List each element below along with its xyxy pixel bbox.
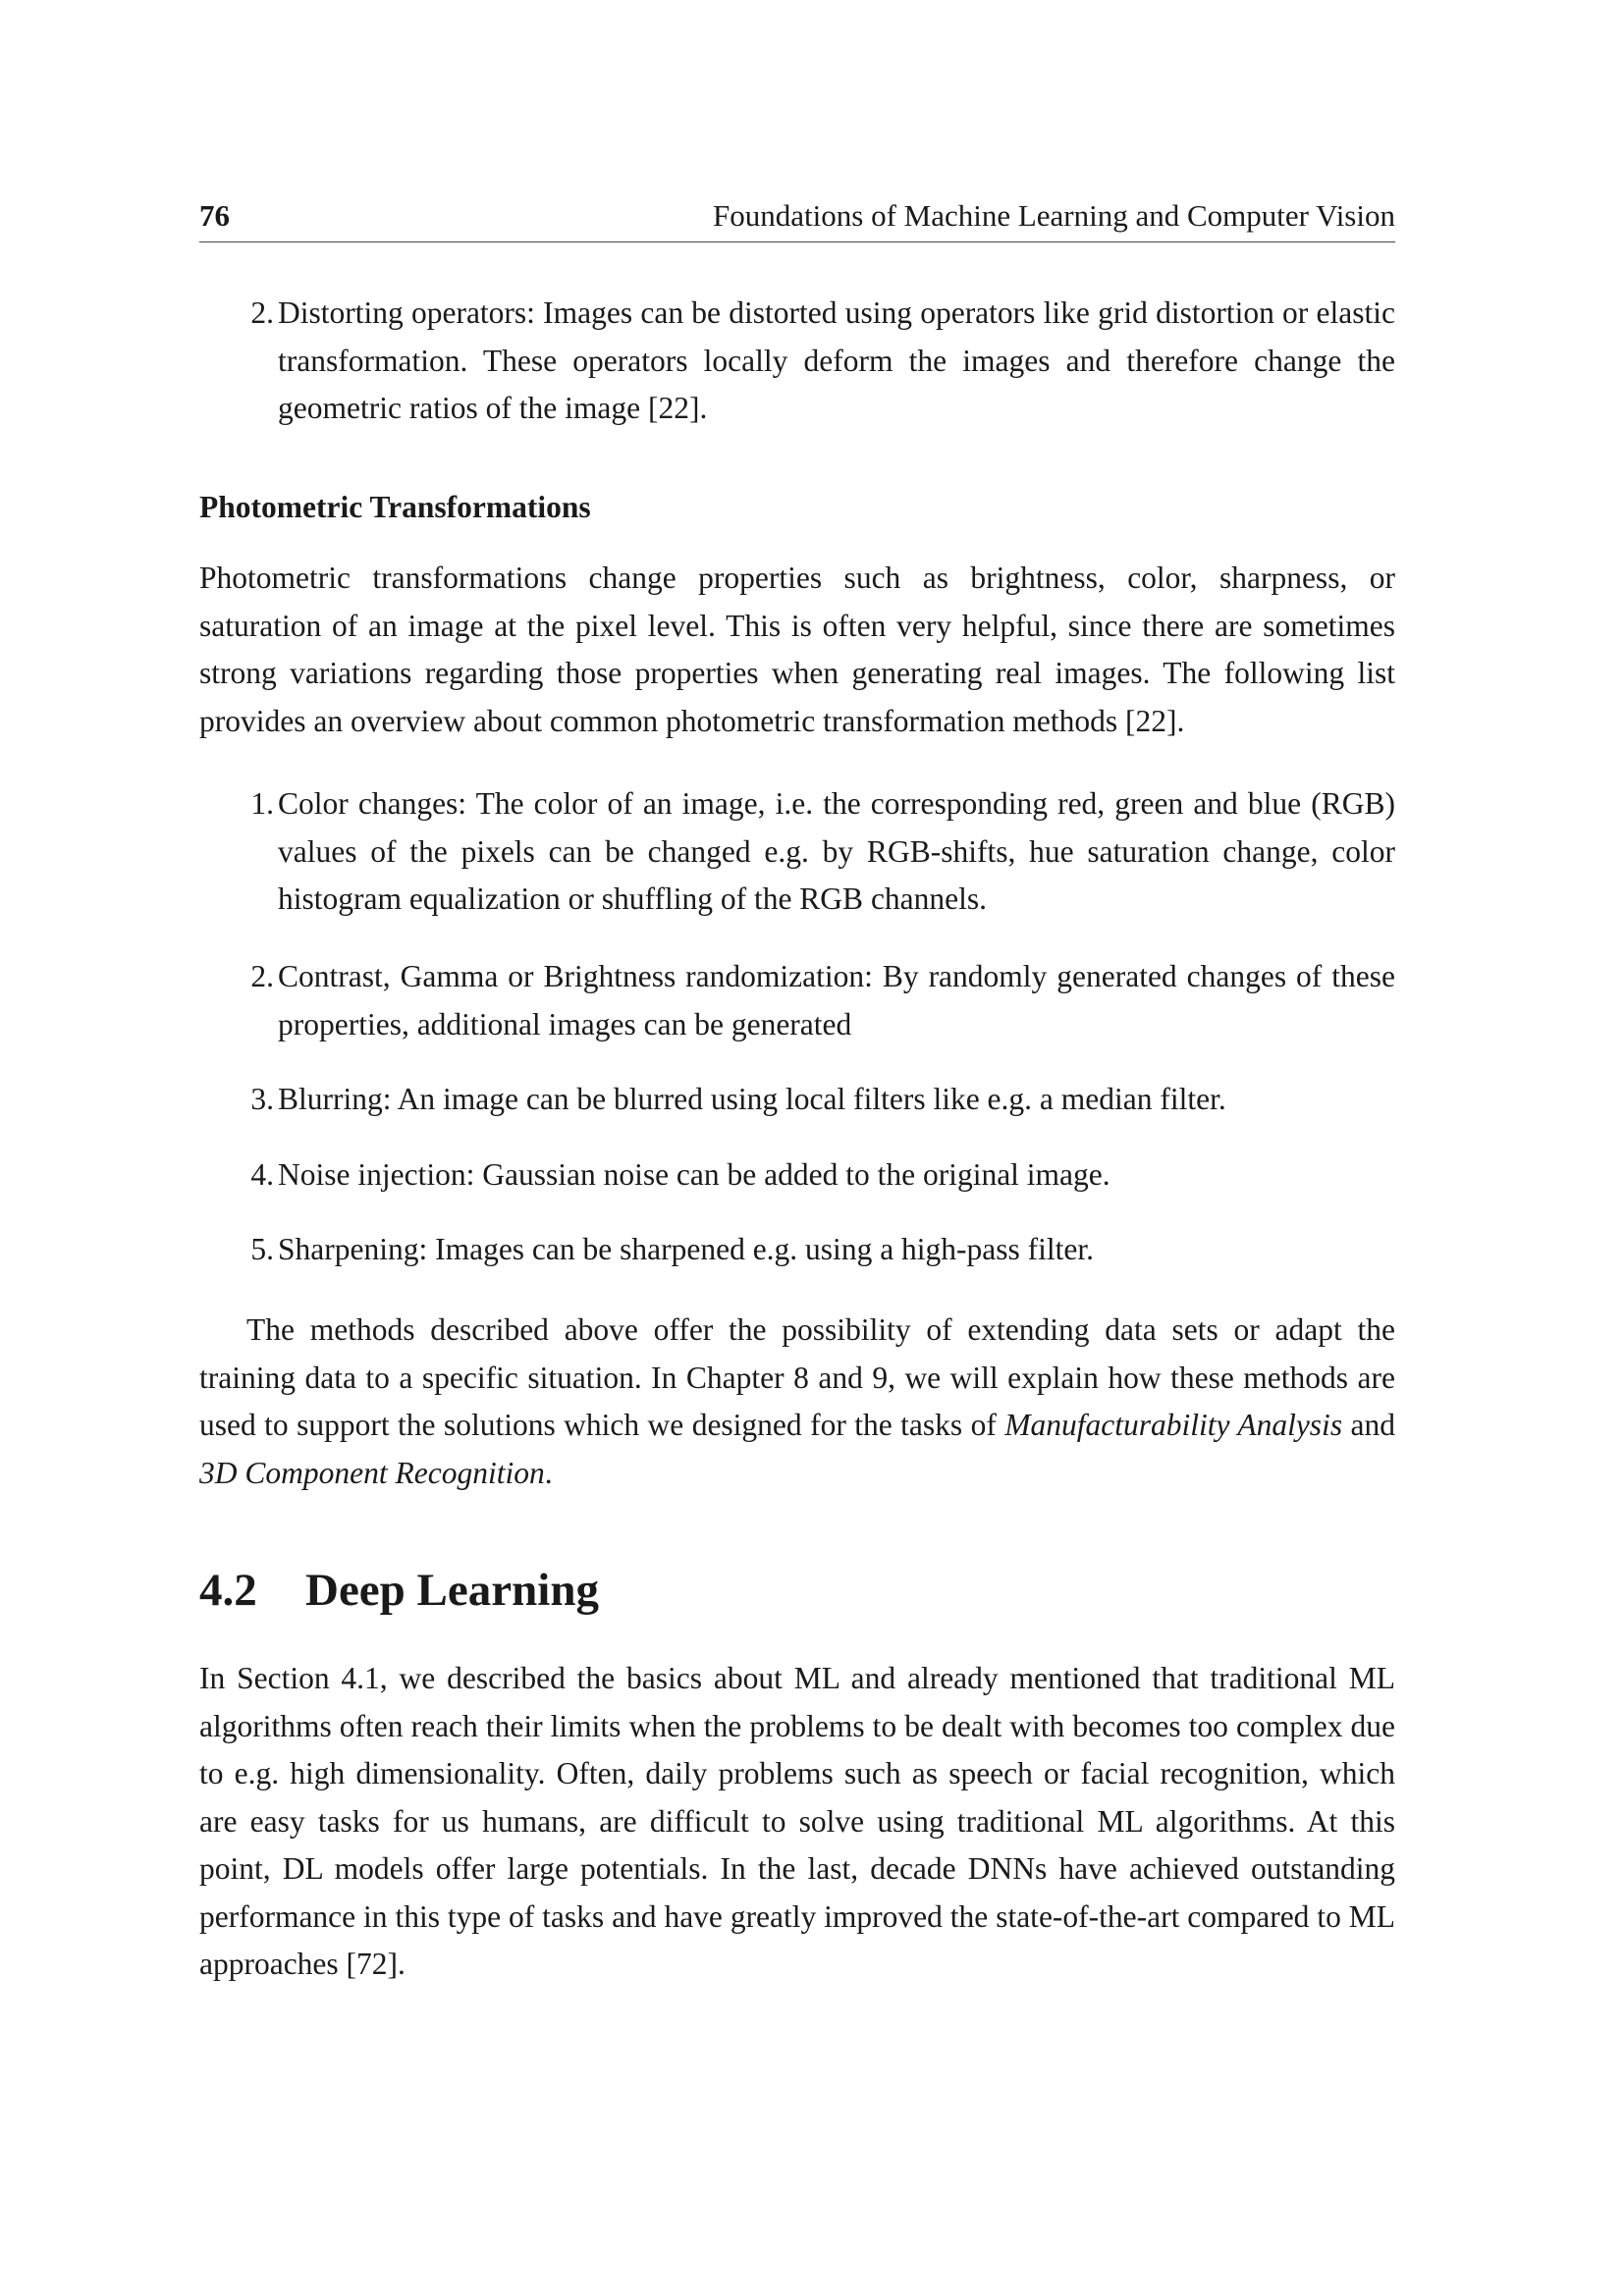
list-item-text: Contrast, Gamma or Brightness randomization: By randomly generated changes of these properties, additional images can be generated	[278, 959, 1395, 1041]
list-item-text: Distorting operators: Images can be distorted using operators like grid distortion or elastic transformation. These operators locally deform the images and therefore change the geometric ratios of the image [22].	[278, 295, 1395, 425]
summary-text: The methods described above offer the possibility of extending data sets or adapt the training data to a specific situation. In Chapter 8 and 9, we will explain how these methods are used to support the solutions which we designed for the tasks of	[199, 1312, 1395, 1442]
list-item-text: Sharpening: Images can be sharpened e.g. using a high-pass filter.	[278, 1232, 1095, 1266]
list-item-number: 5.	[250, 1232, 274, 1266]
summary-text: .	[544, 1455, 553, 1490]
list-item-number: 3.	[250, 1082, 274, 1116]
list-item-number: 2.	[250, 295, 274, 330]
list-item-text: Blurring: An image can be blurred using local filters like e.g. a median filter.	[278, 1082, 1226, 1116]
photometric-heading: Photometric Transformations	[199, 490, 591, 524]
section-paragraph: In Section 4.1, we described the basics about ML and already mentioned that traditional ML algorithms often reach their limits when the problems to be dealt with becomes too complex due to e.g. high dimensionality. Often, daily problems such as speech or facial recognition, which are easy tasks for us humans, are difficult to solve using traditional ML algorithms. At this point, DL models offer large potentials. In the last, decade DNNs have achieved outstanding performance in this type of tasks and have greatly improved the state-of-the-art compared to ML approaches [72].	[199, 1661, 1395, 1981]
list-item-text: Color changes: The color of an image, i.e. the corresponding red, green and blue (RGB) values of the pixels can be changed e.g. by RGB-shifts, hue saturation change, color histogram equalization or shuffling of the RGB channels.	[278, 786, 1395, 916]
section-heading	[199, 1563, 599, 1618]
section-number: 4.2	[199, 1565, 257, 1616]
list-item-number: 2.	[250, 959, 274, 993]
book-title: Foundations of Machine Learning and Computer Vision	[713, 198, 1395, 233]
running-head	[199, 192, 1395, 242]
list-item-number: 4.	[250, 1157, 274, 1192]
summary-emphasis: 3D Component Recognition	[199, 1455, 545, 1490]
summary-text: and	[1342, 1408, 1395, 1442]
page-number: 76	[199, 198, 230, 233]
summary-paragraph	[199, 1307, 1395, 1497]
list-item-number: 1.	[250, 786, 274, 821]
summary-emphasis: Manufacturability Analysis	[1004, 1408, 1343, 1442]
photometric-intro: Photometric transformations change properties such as brightness, color, sharpness, or saturation of an image at the pixel level. This is often very helpful, since there are sometimes strong variations regarding those properties when generating real images. The following list provides an overview about common photometric transformation methods [22].	[199, 561, 1395, 738]
list-item-text: Noise injection: Gaussian noise can be added to the original image.	[278, 1157, 1110, 1192]
section-title: Deep Learning	[305, 1565, 599, 1616]
